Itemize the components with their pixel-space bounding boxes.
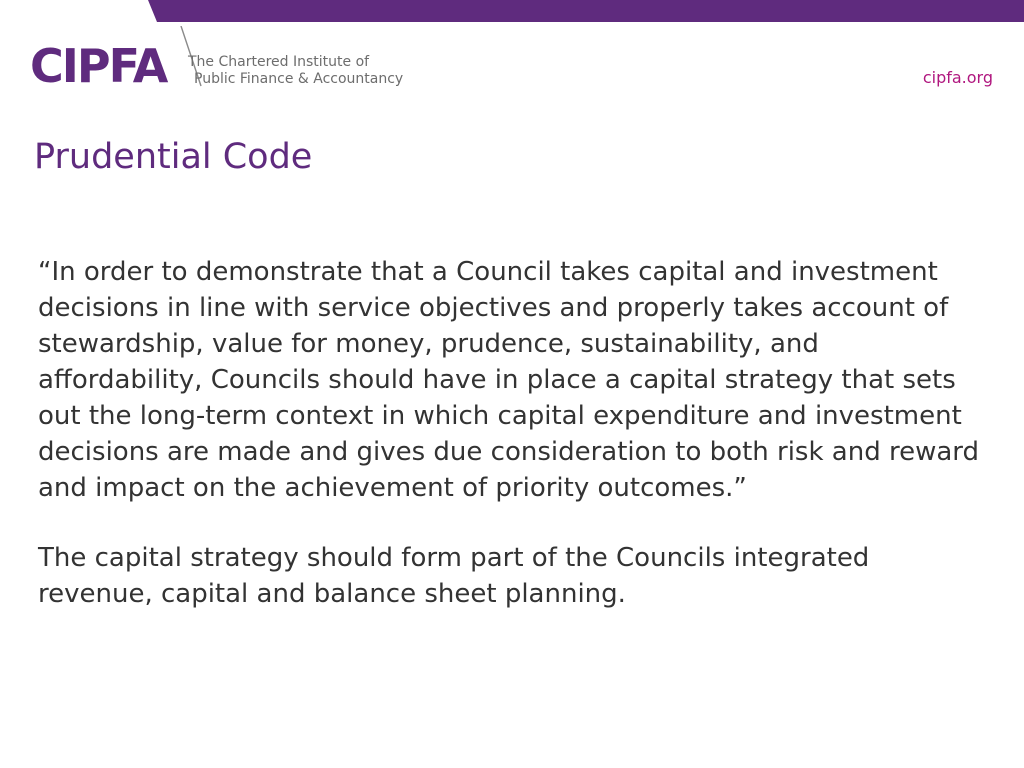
logo-wordmark: CIPFA	[30, 39, 167, 93]
logo-subtitle	[188, 54, 403, 88]
logo-subtitle-line2: Public Finance & Accountancy	[194, 71, 404, 87]
note-paragraph: The capital strategy should form part of the Councils integrated revenue, capital and balance sheet planning.	[38, 543, 870, 609]
top-band-shape	[148, 0, 1024, 22]
logo-subtitle-line1: The Chartered Institute of	[188, 54, 370, 70]
slide-body	[38, 254, 988, 612]
page-title: Prudential Code	[34, 137, 313, 177]
top-purple-band	[0, 0, 1024, 24]
cipfa-logo	[30, 26, 420, 92]
quote-paragraph: “In order to demonstrate that a Council takes capital and investment decisions in line with service objectives and properly takes account of stewardship, value for money, prudence, sustainability, and affordability, Councils should have in place a capital strategy that sets out the long-term context in which capital expenditure and investment decisions are made and gives due consideration to both risk and reward and impact on the achievement of priority outcomes.”	[38, 257, 980, 503]
site-link[interactable]: cipfa.org	[922, 68, 993, 87]
